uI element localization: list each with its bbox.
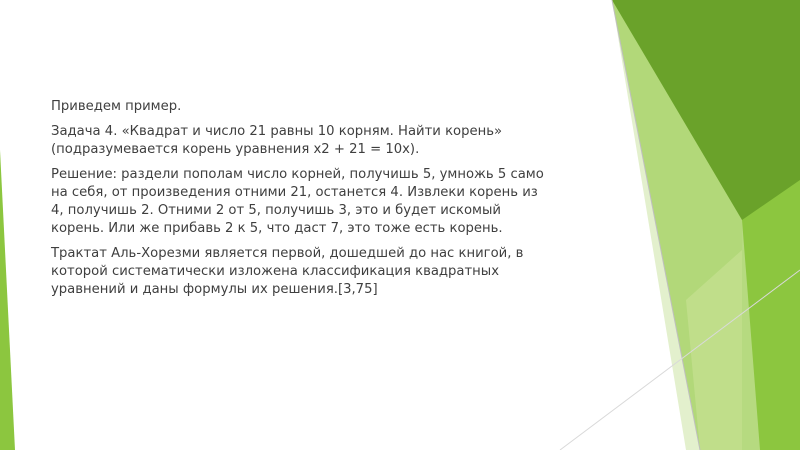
intro-paragraph: Приведем пример. [51,99,182,114]
left-green-sliver [0,150,15,450]
task-paragraph: Задача 4. «Квадрат и число 21 равны 10 корням. Найти корень» (подразумевается корень уравнения x2 + 21 = 10x). [51,124,503,157]
solution-paragraph: Решение: раздели пополам число корней, получишь 5, умножь 5 само на себя, от произведения отними 21, останется 4. Извлеки корень из 4, получишь 2. Отними 2 от 5, получишь 3, это и будет искомый корень. Или же прибавь 2 к 5, что даст 7, это тоже есть корень. [51,167,544,236]
slide-text-content [51,98,551,306]
treatise-paragraph: Трактат Аль-Хорезми является первой, дошедшей до нас книгой, в которой систематически изложена классификация квадратных уравнений и даны формулы их решения.[3,75] [51,246,524,297]
